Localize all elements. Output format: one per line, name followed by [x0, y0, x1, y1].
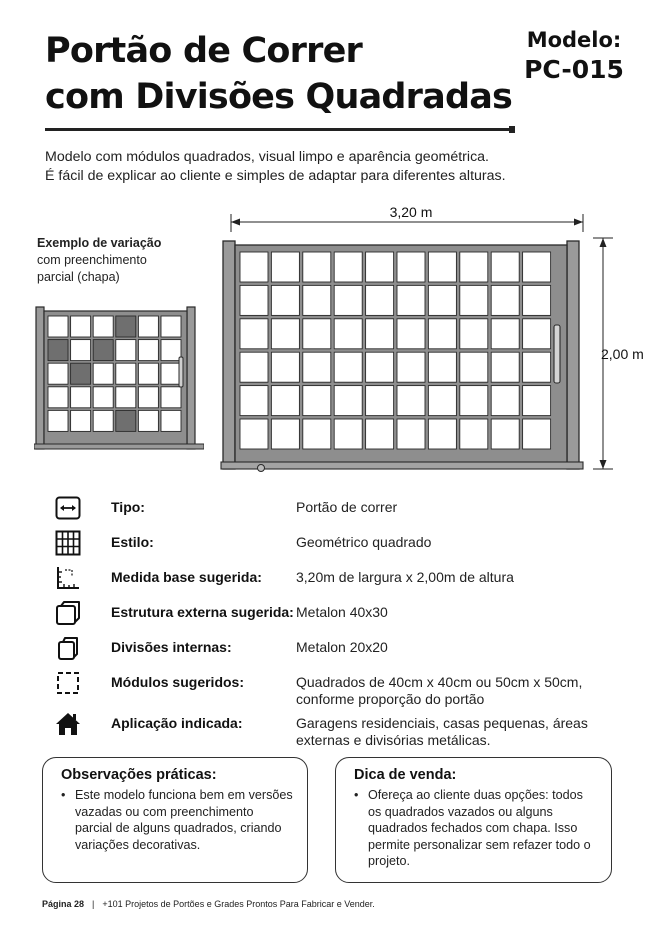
variation-caption — [37, 235, 207, 286]
open-square — [334, 285, 362, 315]
variation-right-post — [187, 307, 195, 449]
width-arrow-right — [574, 219, 583, 226]
intro-line-2: É fácil de explicar ao cliente e simples de adaptar para diferentes alturas. — [45, 168, 506, 184]
open-square — [523, 252, 551, 282]
filled-panel-square — [116, 410, 136, 431]
open-square — [366, 252, 394, 282]
filled-panel-square — [116, 316, 136, 337]
open-square — [334, 319, 362, 349]
open-square — [271, 319, 299, 349]
open-square — [48, 387, 68, 408]
open-square — [271, 285, 299, 315]
open-square — [138, 340, 158, 361]
open-square — [460, 352, 488, 382]
main-right-post — [567, 241, 579, 469]
open-square — [491, 352, 519, 382]
open-square — [303, 419, 331, 449]
open-square — [240, 285, 268, 315]
open-square — [397, 386, 425, 416]
variation-left-post — [36, 307, 44, 449]
open-square — [460, 285, 488, 315]
open-square — [161, 387, 181, 408]
open-square — [271, 419, 299, 449]
spec-value: Quadrados de 40cm x 40cm ou 50cm x 50cm, conforme proporção do portão — [296, 674, 583, 707]
open-square — [138, 316, 158, 337]
open-square — [161, 363, 181, 384]
open-square — [71, 316, 91, 337]
open-square — [93, 387, 113, 408]
spec-value: Metalon 40x30 — [296, 604, 388, 620]
spec-value: Geométrico quadrado — [296, 534, 432, 550]
title-line-1: Portão de Correr — [45, 31, 362, 71]
open-square — [428, 386, 456, 416]
open-square — [523, 285, 551, 315]
open-square — [334, 419, 362, 449]
open-square — [523, 319, 551, 349]
variation-line-2: com preenchimento — [37, 253, 147, 267]
spec-value: 3,20m de largura x 2,00m de altura — [296, 569, 514, 585]
open-square — [240, 386, 268, 416]
open-square — [397, 419, 425, 449]
open-square — [48, 316, 68, 337]
observations-title: Observações práticas: — [61, 767, 217, 783]
height-arrow-top — [600, 238, 607, 247]
spec-label: Medida base sugerida: — [111, 569, 262, 585]
model-code: PC-015 — [524, 55, 624, 84]
spec-label: Divisões internas: — [111, 639, 232, 655]
open-square — [271, 386, 299, 416]
open-square — [303, 352, 331, 382]
open-square — [48, 363, 68, 384]
open-square — [240, 352, 268, 382]
variation-line-3: parcial (chapa) — [37, 270, 120, 284]
width-arrow-left — [231, 219, 240, 226]
open-square — [240, 419, 268, 449]
open-square — [161, 316, 181, 337]
open-square — [428, 419, 456, 449]
title-underline — [45, 128, 513, 131]
width-dimension-label: 3,20 m — [389, 205, 433, 220]
open-square — [366, 285, 394, 315]
variation-bottom-rail — [34, 444, 204, 449]
sales-tip-title: Dica de venda: — [354, 767, 457, 783]
grid-icon — [55, 530, 81, 556]
model-label: Modelo: — [526, 28, 622, 52]
open-square — [303, 386, 331, 416]
gate-wheel — [258, 465, 265, 472]
open-square — [397, 352, 425, 382]
open-square — [460, 419, 488, 449]
open-square — [366, 386, 394, 416]
spec-value: Metalon 20x20 — [296, 639, 388, 655]
variation-handle — [179, 357, 183, 387]
page-title — [45, 28, 515, 120]
sales-tip-box — [335, 757, 612, 883]
main-gate-drawing — [215, 205, 655, 477]
open-square — [523, 419, 551, 449]
open-square — [240, 252, 268, 282]
spec-label: Módulos sugeridos: — [111, 674, 244, 690]
spec-label: Estilo: — [111, 534, 154, 550]
open-square — [138, 387, 158, 408]
open-square — [491, 386, 519, 416]
filled-panel-square — [71, 363, 91, 384]
open-square — [240, 319, 268, 349]
open-square — [93, 410, 113, 431]
page-number: Página 28 — [42, 899, 85, 909]
spec-label: Estrutura externa sugerida: — [111, 604, 294, 620]
open-square — [491, 419, 519, 449]
open-square — [428, 352, 456, 382]
spec-value: Portão de correr — [296, 499, 398, 515]
open-square — [460, 319, 488, 349]
ruler-icon — [55, 565, 81, 591]
open-square — [366, 419, 394, 449]
open-square — [334, 386, 362, 416]
open-square — [116, 363, 136, 384]
open-square — [138, 363, 158, 384]
open-square — [303, 285, 331, 315]
open-square — [116, 340, 136, 361]
variation-title: Exemplo de variação — [37, 236, 162, 250]
open-square — [116, 387, 136, 408]
open-square — [271, 352, 299, 382]
open-square — [491, 285, 519, 315]
arrows-icon — [55, 495, 81, 521]
open-square — [428, 252, 456, 282]
intro-line-1: Modelo com módulos quadrados, visual limpo e aparência geométrica. — [45, 149, 489, 165]
open-square — [71, 340, 91, 361]
open-square — [271, 252, 299, 282]
open-square — [161, 410, 181, 431]
spec-label: Tipo: — [111, 499, 145, 515]
house-icon — [55, 711, 81, 737]
open-square — [491, 252, 519, 282]
open-square — [397, 319, 425, 349]
observations-bullet: • Este modelo funciona bem em versões vazadas ou com preenchimento parcial de alguns quadrados, criando variações decorativas. — [61, 787, 293, 853]
open-square — [334, 352, 362, 382]
book-title: +101 Projetos de Portões e Grades Prontos Para Fabricar e Vender. — [102, 899, 375, 909]
open-square — [71, 410, 91, 431]
height-arrow-bottom — [600, 460, 607, 469]
main-bottom-rail — [221, 462, 583, 469]
open-square — [366, 352, 394, 382]
page-footer — [42, 899, 375, 909]
open-square — [161, 340, 181, 361]
open-square — [428, 319, 456, 349]
observations-box — [42, 757, 308, 883]
model-badge — [519, 26, 629, 86]
footer-separator: | — [92, 899, 95, 909]
open-square — [138, 410, 158, 431]
open-square — [334, 252, 362, 282]
dashed-square-icon — [55, 670, 81, 696]
variation-gate-drawing — [34, 305, 204, 451]
open-square — [48, 410, 68, 431]
open-square — [460, 252, 488, 282]
spec-value: Garagens residenciais, casas pequenas, áreas externas e divisórias metálicas. — [296, 715, 588, 748]
open-square — [397, 252, 425, 282]
open-square — [428, 285, 456, 315]
open-square — [491, 319, 519, 349]
intro-text — [45, 148, 635, 186]
tube-icon — [55, 635, 81, 661]
main-handle — [554, 325, 560, 383]
title-line-2: com Divisões Quadradas — [45, 77, 513, 117]
open-square — [93, 363, 113, 384]
filled-panel-square — [48, 340, 68, 361]
main-left-post — [223, 241, 235, 469]
spec-label: Aplicação indicada: — [111, 715, 243, 731]
open-square — [523, 386, 551, 416]
open-square — [71, 387, 91, 408]
open-square — [303, 252, 331, 282]
open-square — [366, 319, 394, 349]
open-square — [523, 352, 551, 382]
open-square — [93, 316, 113, 337]
open-square — [460, 386, 488, 416]
open-square — [397, 285, 425, 315]
frame-icon — [55, 600, 81, 626]
height-dimension-label: 2,00 m — [601, 346, 644, 362]
open-square — [303, 319, 331, 349]
filled-panel-square — [93, 340, 113, 361]
sales-tip-bullet: • Ofereça ao cliente duas opções: todos os quadrados vazados ou alguns quadrados fechados com chapa. Isso permite personalizar sem refazer todo o projeto. — [354, 787, 597, 870]
